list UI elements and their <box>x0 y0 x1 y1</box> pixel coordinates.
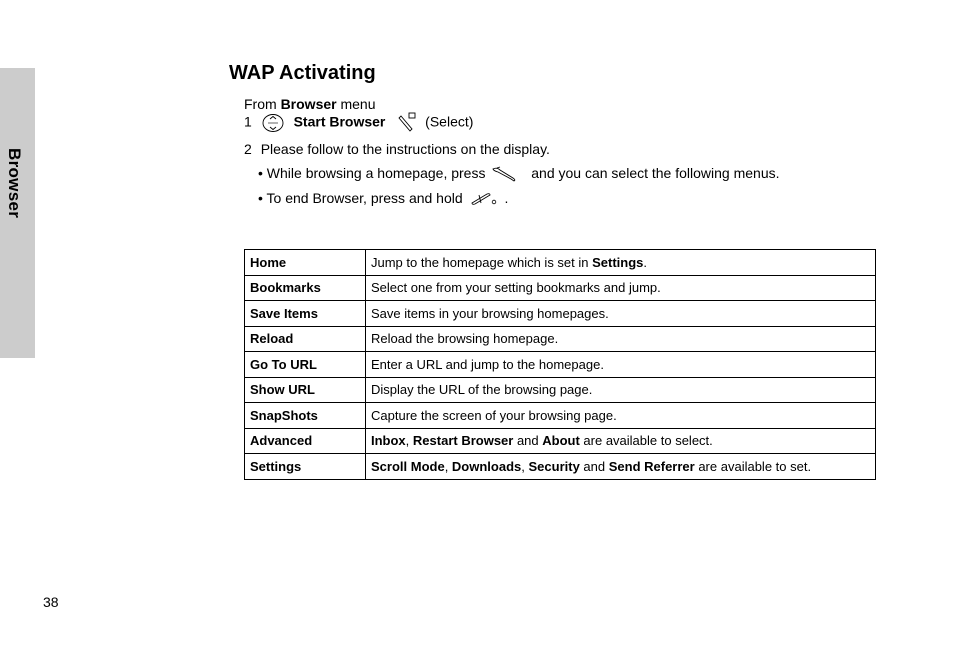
bullet-1 <box>258 165 780 182</box>
from-suffix: menu <box>336 96 376 112</box>
step-number: 1 <box>244 113 252 130</box>
start-browser-label: Start Browser <box>293 113 386 130</box>
table-row <box>245 275 876 301</box>
table-row <box>245 250 876 276</box>
bullet-2 <box>258 190 508 207</box>
page-title: WAP Activating <box>229 62 376 84</box>
menu-item-name: Bookmarks <box>245 275 366 301</box>
table-row <box>245 403 876 429</box>
from-menu-name: Browser <box>280 96 337 112</box>
menu-item-description: Capture the screen of your browsing page. <box>366 403 876 429</box>
step-2 <box>244 141 550 157</box>
side-tab <box>0 68 35 358</box>
menu-item-description: Enter a URL and jump to the homepage. <box>366 352 876 378</box>
menu-item-name: Home <box>245 250 366 276</box>
from-menu-line <box>244 96 376 112</box>
table-row <box>245 454 876 480</box>
menu-item-description: Select one from your setting bookmarks and jump. <box>366 275 876 301</box>
step-2-text: Please follow to the instructions on the display. <box>260 141 550 157</box>
menu-item-description: Display the URL of the browsing page. <box>366 377 876 403</box>
menu-item-description: Scroll Mode, Downloads, Security and Send Referrer are available to set. <box>366 454 876 480</box>
step-1 <box>244 112 473 134</box>
step-number: 2 <box>244 141 252 157</box>
menu-item-name: Save Items <box>245 301 366 327</box>
table-row <box>245 326 876 352</box>
menu-item-name: Settings <box>245 454 366 480</box>
menu-item-name: Advanced <box>245 428 366 454</box>
browser-menu-table <box>244 249 876 480</box>
table-row <box>245 428 876 454</box>
menu-item-description: Reload the browsing homepage. <box>366 326 876 352</box>
side-tab-label: Browser <box>5 148 24 219</box>
from-prefix: From <box>244 96 281 112</box>
menu-item-name: Reload <box>245 326 366 352</box>
page-number: 38 <box>43 594 59 610</box>
bullet-1-post: and you can select the following menus. <box>531 165 780 181</box>
table-row <box>245 301 876 327</box>
bullet-1-pre: • While browsing a homepage, press <box>258 165 486 181</box>
bullet-2-post: . <box>504 190 509 206</box>
menu-item-description: Inbox, Restart Browser and About are available to select. <box>366 428 876 454</box>
bullet-2-pre: • To end Browser, press and hold <box>258 190 463 206</box>
menu-item-description: Jump to the homepage which is set in Settings. <box>366 250 876 276</box>
table-row <box>245 377 876 403</box>
menu-item-name: Show URL <box>245 377 366 403</box>
menu-item-name: Go To URL <box>245 352 366 378</box>
select-text: (Select) <box>425 113 474 130</box>
send-key-icon <box>491 166 519 182</box>
table-row <box>245 352 876 378</box>
select-key-icon <box>397 112 417 134</box>
menu-item-name: SnapShots <box>245 403 366 429</box>
menu-item-description: Save items in your browsing homepages. <box>366 301 876 327</box>
end-key-icon <box>469 191 499 207</box>
navigation-key-icon <box>262 113 284 133</box>
